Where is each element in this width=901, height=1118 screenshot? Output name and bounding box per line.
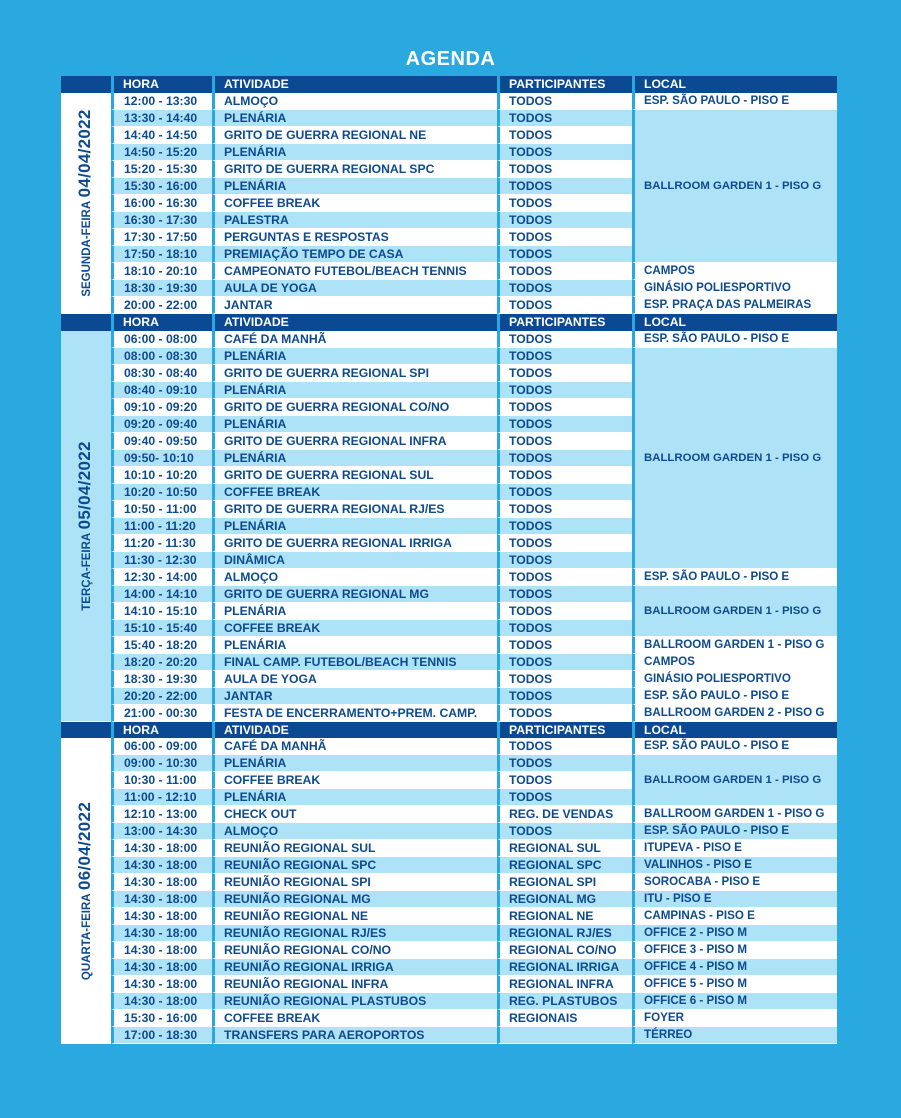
cell-hora: 14:10 - 15:10 <box>111 603 212 620</box>
table-row <box>61 755 837 772</box>
cell-atividade: PLENÁRIA <box>212 144 497 161</box>
table-row <box>61 705 837 722</box>
cell-participantes: TODOS <box>497 127 632 144</box>
cell-atividade: GRITO DE GUERRA REGIONAL RJ/ES <box>212 501 497 518</box>
cell-participantes: TODOS <box>497 484 632 501</box>
cell-atividade: FINAL CAMP. FUTEBOL/BEACH TENNIS <box>212 654 497 671</box>
cell-participantes: TODOS <box>497 823 632 840</box>
table-row <box>61 569 837 586</box>
cell-hora: 11:00 - 12:10 <box>111 789 212 806</box>
cell-atividade: AULA DE YOGA <box>212 671 497 688</box>
cell-local: OFFICE 4 - PISO M <box>632 959 837 976</box>
cell-local: VALINHOS - PISO E <box>632 857 837 874</box>
cell-hora: 15:30 - 16:00 <box>111 1010 212 1027</box>
cell-atividade: GRITO DE GUERRA REGIONAL IRRIGA <box>212 535 497 552</box>
cell-local: ESP. SÃO PAULO - PISO E <box>632 93 837 110</box>
header-hora: HORA <box>111 76 212 93</box>
cell-participantes: TODOS <box>497 144 632 161</box>
cell-atividade: REUNIÃO REGIONAL SUL <box>212 840 497 857</box>
cell-participantes: TODOS <box>497 246 632 263</box>
cell-atividade: PLENÁRIA <box>212 450 497 467</box>
cell-hora: 10:10 - 10:20 <box>111 467 212 484</box>
table-row <box>61 976 837 993</box>
weekday: SEGUNDA-FEIRA <box>81 200 93 297</box>
cell-participantes: TODOS <box>497 280 632 297</box>
cell-participantes: TODOS <box>497 212 632 229</box>
cell-atividade: COFFEE BREAK <box>212 1010 497 1027</box>
cell-local-merged: BALLROOM GARDEN 1 - PISO G <box>632 586 837 637</box>
cell-participantes: REGIONAL MG <box>497 891 632 908</box>
cell-local-merged: BALLROOM GARDEN 1 - PISO G <box>632 755 837 806</box>
cell-hora: 14:30 - 18:00 <box>111 976 212 993</box>
cell-local: ESP. PRAÇA DAS PALMEIRAS <box>632 297 837 314</box>
cell-atividade: GRITO DE GUERRA REGIONAL INFRA <box>212 433 497 450</box>
cell-local: ESP. SÃO PAULO - PISO E <box>632 738 837 755</box>
cell-local: GINÁSIO POLIESPORTIVO <box>632 671 837 688</box>
cell-local: ITUPEVA - PISO E <box>632 840 837 857</box>
cell-participantes: TODOS <box>497 637 632 654</box>
cell-participantes: REGIONAL RJ/ES <box>497 925 632 942</box>
table-row <box>61 348 837 365</box>
cell-participantes: TODOS <box>497 772 632 789</box>
cell-participantes: TODOS <box>497 382 632 399</box>
cell-atividade: REUNIÃO REGIONAL PLASTUBOS <box>212 993 497 1010</box>
cell-hora: 14:30 - 18:00 <box>111 891 212 908</box>
cell-hora: 13:30 - 14:40 <box>111 110 212 127</box>
weekday: TERÇA-FEIRA <box>81 532 93 611</box>
cell-atividade: GRITO DE GUERRA REGIONAL NE <box>212 127 497 144</box>
cell-hora: 14:40 - 14:50 <box>111 127 212 144</box>
cell-participantes: TODOS <box>497 365 632 382</box>
cell-local: OFFICE 3 - PISO M <box>632 942 837 959</box>
cell-participantes: TODOS <box>497 501 632 518</box>
cell-participantes: REGIONAL INFRA <box>497 976 632 993</box>
cell-atividade: PLENÁRIA <box>212 603 497 620</box>
cell-hora: 16:00 - 16:30 <box>111 195 212 212</box>
cell-local: TÉRREO <box>632 1027 837 1044</box>
cell-atividade: COFFEE BREAK <box>212 484 497 501</box>
cell-atividade: GRITO DE GUERRA REGIONAL SUL <box>212 467 497 484</box>
cell-atividade: PREMIAÇÃO TEMPO DE CASA <box>212 246 497 263</box>
header-blank <box>61 722 111 739</box>
cell-participantes: TODOS <box>497 348 632 365</box>
cell-hora: 06:00 - 09:00 <box>111 738 212 755</box>
cell-hora: 09:40 - 09:50 <box>111 433 212 450</box>
cell-hora: 20:20 - 22:00 <box>111 688 212 705</box>
cell-atividade: TRANSFERS PARA AEROPORTOS <box>212 1027 497 1044</box>
cell-participantes: TODOS <box>497 195 632 212</box>
cell-hora: 14:30 - 18:00 <box>111 840 212 857</box>
cell-participantes: TODOS <box>497 93 632 110</box>
cell-participantes: TODOS <box>497 467 632 484</box>
agenda-table <box>61 76 837 1044</box>
table-row <box>61 891 837 908</box>
cell-participantes <box>497 1027 632 1044</box>
cell-hora: 08:00 - 08:30 <box>111 348 212 365</box>
cell-participantes: TODOS <box>497 586 632 603</box>
cell-atividade: REUNIÃO REGIONAL INFRA <box>212 976 497 993</box>
day-label-text <box>77 802 95 980</box>
table-row <box>61 908 837 925</box>
cell-participantes: TODOS <box>497 603 632 620</box>
cell-participantes: TODOS <box>497 705 632 722</box>
cell-hora: 18:20 - 20:20 <box>111 654 212 671</box>
table-row <box>61 688 837 705</box>
cell-atividade: FESTA DE ENCERRAMENTO+PREM. CAMP. <box>212 705 497 722</box>
cell-atividade: PLENÁRIA <box>212 518 497 535</box>
day-label-text <box>77 109 95 296</box>
cell-participantes: TODOS <box>497 161 632 178</box>
cell-atividade: PLENÁRIA <box>212 178 497 195</box>
cell-participantes: TODOS <box>497 110 632 127</box>
cell-participantes: REGIONAL IRRIGA <box>497 959 632 976</box>
cell-hora: 08:40 - 09:10 <box>111 382 212 399</box>
date: 04/04/2022 <box>75 109 94 198</box>
cell-hora: 15:20 - 15:30 <box>111 161 212 178</box>
cell-hora: 14:00 - 14:10 <box>111 586 212 603</box>
cell-participantes: REGIONAL SPC <box>497 857 632 874</box>
cell-participantes: REGIONAL CO/NO <box>497 942 632 959</box>
cell-participantes: TODOS <box>497 688 632 705</box>
cell-participantes: TODOS <box>497 620 632 637</box>
cell-atividade: PLENÁRIA <box>212 382 497 399</box>
cell-local: BALLROOM GARDEN 1 - PISO G <box>632 806 837 823</box>
cell-atividade: PLENÁRIA <box>212 348 497 365</box>
cell-participantes: TODOS <box>497 518 632 535</box>
cell-hora: 11:20 - 11:30 <box>111 535 212 552</box>
header-atividade: ATIVIDADE <box>212 76 497 93</box>
cell-participantes: REG. PLASTUBOS <box>497 993 632 1010</box>
cell-atividade: PALESTRA <box>212 212 497 229</box>
cell-atividade: REUNIÃO REGIONAL IRRIGA <box>212 959 497 976</box>
cell-atividade: REUNIÃO REGIONAL CO/NO <box>212 942 497 959</box>
day-label <box>61 93 111 314</box>
cell-hora: 18:30 - 19:30 <box>111 280 212 297</box>
day-label <box>61 738 111 1044</box>
cell-participantes: TODOS <box>497 450 632 467</box>
table-row <box>61 959 837 976</box>
table-row <box>61 1027 837 1044</box>
header-atividade: ATIVIDADE <box>212 314 497 331</box>
cell-local: GINÁSIO POLIESPORTIVO <box>632 280 837 297</box>
cell-hora: 15:40 - 18:20 <box>111 637 212 654</box>
cell-hora: 14:30 - 18:00 <box>111 908 212 925</box>
cell-hora: 11:00 - 11:20 <box>111 518 212 535</box>
date: 05/04/2022 <box>75 440 94 529</box>
cell-atividade: PLENÁRIA <box>212 789 497 806</box>
cell-atividade: PLENÁRIA <box>212 110 497 127</box>
cell-hora: 14:30 - 18:00 <box>111 925 212 942</box>
cell-hora: 13:00 - 14:30 <box>111 823 212 840</box>
cell-atividade: REUNIÃO REGIONAL MG <box>212 891 497 908</box>
cell-atividade: CAMPEONATO FUTEBOL/BEACH TENNIS <box>212 263 497 280</box>
cell-atividade: PLENÁRIA <box>212 755 497 772</box>
cell-participantes: REGIONAL SUL <box>497 840 632 857</box>
cell-local: FOYER <box>632 1010 837 1027</box>
cell-atividade: GRITO DE GUERRA REGIONAL SPC <box>212 161 497 178</box>
day-label <box>61 331 111 722</box>
cell-atividade: AULA DE YOGA <box>212 280 497 297</box>
cell-participantes: TODOS <box>497 178 632 195</box>
cell-hora: 09:50- 10:10 <box>111 450 212 467</box>
table-row <box>61 331 837 348</box>
header-local: LOCAL <box>632 722 837 739</box>
cell-participantes: TODOS <box>497 671 632 688</box>
header-local: LOCAL <box>632 314 837 331</box>
cell-participantes: TODOS <box>497 331 632 348</box>
cell-local: CAMPOS <box>632 263 837 280</box>
table-row <box>61 586 837 603</box>
table-row <box>61 654 837 671</box>
header-blank <box>61 76 111 93</box>
cell-hora: 11:30 - 12:30 <box>111 552 212 569</box>
cell-participantes: TODOS <box>497 552 632 569</box>
cell-participantes: TODOS <box>497 399 632 416</box>
cell-hora: 10:30 - 11:00 <box>111 772 212 789</box>
cell-atividade: REUNIÃO REGIONAL SPC <box>212 857 497 874</box>
cell-participantes: TODOS <box>497 654 632 671</box>
cell-hora: 14:30 - 18:00 <box>111 959 212 976</box>
cell-participantes: TODOS <box>497 738 632 755</box>
cell-hora: 15:30 - 16:00 <box>111 178 212 195</box>
cell-atividade: PERGUNTAS E RESPOSTAS <box>212 229 497 246</box>
table-row <box>61 857 837 874</box>
header-hora: HORA <box>111 722 212 739</box>
cell-hora: 09:20 - 09:40 <box>111 416 212 433</box>
cell-participantes: TODOS <box>497 263 632 280</box>
cell-hora: 14:30 - 18:00 <box>111 942 212 959</box>
cell-hora: 14:50 - 15:20 <box>111 144 212 161</box>
table-row <box>61 637 837 654</box>
cell-participantes: TODOS <box>497 297 632 314</box>
cell-local: BALLROOM GARDEN 1 - PISO G <box>632 637 837 654</box>
table-row <box>61 263 837 280</box>
cell-hora: 09:10 - 09:20 <box>111 399 212 416</box>
cell-local: ESP. SÃO PAULO - PISO E <box>632 569 837 586</box>
cell-atividade: COFFEE BREAK <box>212 620 497 637</box>
header-participantes: PARTICIPANTES <box>497 76 632 93</box>
cell-local: OFFICE 5 - PISO M <box>632 976 837 993</box>
cell-participantes: REG. DE VENDAS <box>497 806 632 823</box>
cell-hora: 17:30 - 17:50 <box>111 229 212 246</box>
cell-participantes: REGIONAL SPI <box>497 874 632 891</box>
cell-hora: 12:10 - 13:00 <box>111 806 212 823</box>
cell-atividade: COFFEE BREAK <box>212 772 497 789</box>
cell-hora: 12:00 - 13:30 <box>111 93 212 110</box>
cell-hora: 12:30 - 14:00 <box>111 569 212 586</box>
cell-hora: 08:30 - 08:40 <box>111 365 212 382</box>
cell-local: ESP. SÃO PAULO - PISO E <box>632 688 837 705</box>
header-local: LOCAL <box>632 76 837 93</box>
day-label-text <box>77 441 95 610</box>
cell-local: SOROCABA - PISO E <box>632 874 837 891</box>
table-row <box>61 280 837 297</box>
table-row <box>61 738 837 755</box>
day-header-row <box>61 722 837 739</box>
table-row <box>61 110 837 127</box>
cell-atividade: REUNIÃO REGIONAL NE <box>212 908 497 925</box>
cell-hora: 09:00 - 10:30 <box>111 755 212 772</box>
cell-hora: 15:10 - 15:40 <box>111 620 212 637</box>
cell-participantes: TODOS <box>497 755 632 772</box>
cell-hora: 10:50 - 11:00 <box>111 501 212 518</box>
cell-local: OFFICE 2 - PISO M <box>632 925 837 942</box>
table-row <box>61 297 837 314</box>
table-row <box>61 823 837 840</box>
cell-atividade: GRITO DE GUERRA REGIONAL MG <box>212 586 497 603</box>
header-blank <box>61 314 111 331</box>
header-participantes: PARTICIPANTES <box>497 314 632 331</box>
table-row <box>61 942 837 959</box>
cell-hora: 14:30 - 18:00 <box>111 874 212 891</box>
cell-atividade: CHECK OUT <box>212 806 497 823</box>
cell-participantes: TODOS <box>497 789 632 806</box>
cell-atividade: CAFÉ DA MANHÃ <box>212 331 497 348</box>
day-header-row <box>61 76 837 93</box>
table-row <box>61 874 837 891</box>
cell-local-merged: BALLROOM GARDEN 1 - PISO G <box>632 110 837 263</box>
cell-hora: 20:00 - 22:00 <box>111 297 212 314</box>
cell-hora: 18:10 - 20:10 <box>111 263 212 280</box>
table-row <box>61 93 837 110</box>
header-atividade: ATIVIDADE <box>212 722 497 739</box>
date: 06/04/2022 <box>75 801 94 890</box>
cell-participantes: TODOS <box>497 229 632 246</box>
cell-atividade: GRITO DE GUERRA REGIONAL SPI <box>212 365 497 382</box>
cell-participantes: TODOS <box>497 569 632 586</box>
cell-atividade: PLENÁRIA <box>212 637 497 654</box>
cell-atividade: REUNIÃO REGIONAL RJ/ES <box>212 925 497 942</box>
cell-atividade: PLENÁRIA <box>212 416 497 433</box>
cell-atividade: REUNIÃO REGIONAL SPI <box>212 874 497 891</box>
cell-atividade: JANTAR <box>212 297 497 314</box>
cell-local: BALLROOM GARDEN 2 - PISO G <box>632 705 837 722</box>
table-row <box>61 671 837 688</box>
cell-hora: 10:20 - 10:50 <box>111 484 212 501</box>
cell-participantes: TODOS <box>497 433 632 450</box>
cell-hora: 18:30 - 19:30 <box>111 671 212 688</box>
cell-atividade: JANTAR <box>212 688 497 705</box>
table-row <box>61 1010 837 1027</box>
cell-participantes: TODOS <box>497 535 632 552</box>
cell-atividade: ALMOÇO <box>212 93 497 110</box>
header-participantes: PARTICIPANTES <box>497 722 632 739</box>
table-row <box>61 840 837 857</box>
day-header-row <box>61 314 837 331</box>
cell-hora: 14:30 - 18:00 <box>111 857 212 874</box>
cell-atividade: CAFÉ DA MANHÃ <box>212 738 497 755</box>
cell-atividade: COFFEE BREAK <box>212 195 497 212</box>
cell-local: CAMPINAS - PISO E <box>632 908 837 925</box>
cell-local: CAMPOS <box>632 654 837 671</box>
cell-hora: 06:00 - 08:00 <box>111 331 212 348</box>
cell-atividade: ALMOÇO <box>212 823 497 840</box>
cell-atividade: ALMOÇO <box>212 569 497 586</box>
table-row <box>61 806 837 823</box>
cell-participantes: REGIONAIS <box>497 1010 632 1027</box>
cell-local: ESP. SÃO PAULO - PISO E <box>632 823 837 840</box>
cell-participantes: REGIONAL NE <box>497 908 632 925</box>
table-row <box>61 993 837 1010</box>
cell-hora: 17:50 - 18:10 <box>111 246 212 263</box>
cell-participantes: TODOS <box>497 416 632 433</box>
cell-atividade: DINÂMICA <box>212 552 497 569</box>
cell-local: ITU - PISO E <box>632 891 837 908</box>
cell-local: OFFICE 6 - PISO M <box>632 993 837 1010</box>
cell-local-merged: BALLROOM GARDEN 1 - PISO G <box>632 348 837 569</box>
cell-hora: 17:00 - 18:30 <box>111 1027 212 1044</box>
cell-hora: 14:30 - 18:00 <box>111 993 212 1010</box>
page-title: AGENDA <box>405 48 496 70</box>
cell-hora: 21:00 - 00:30 <box>111 705 212 722</box>
cell-hora: 16:30 - 17:30 <box>111 212 212 229</box>
cell-atividade: GRITO DE GUERRA REGIONAL CO/NO <box>212 399 497 416</box>
cell-local: ESP. SÃO PAULO - PISO E <box>632 331 837 348</box>
weekday: QUARTA-FEIRA <box>81 893 93 980</box>
header-hora: HORA <box>111 314 212 331</box>
table-row <box>61 925 837 942</box>
